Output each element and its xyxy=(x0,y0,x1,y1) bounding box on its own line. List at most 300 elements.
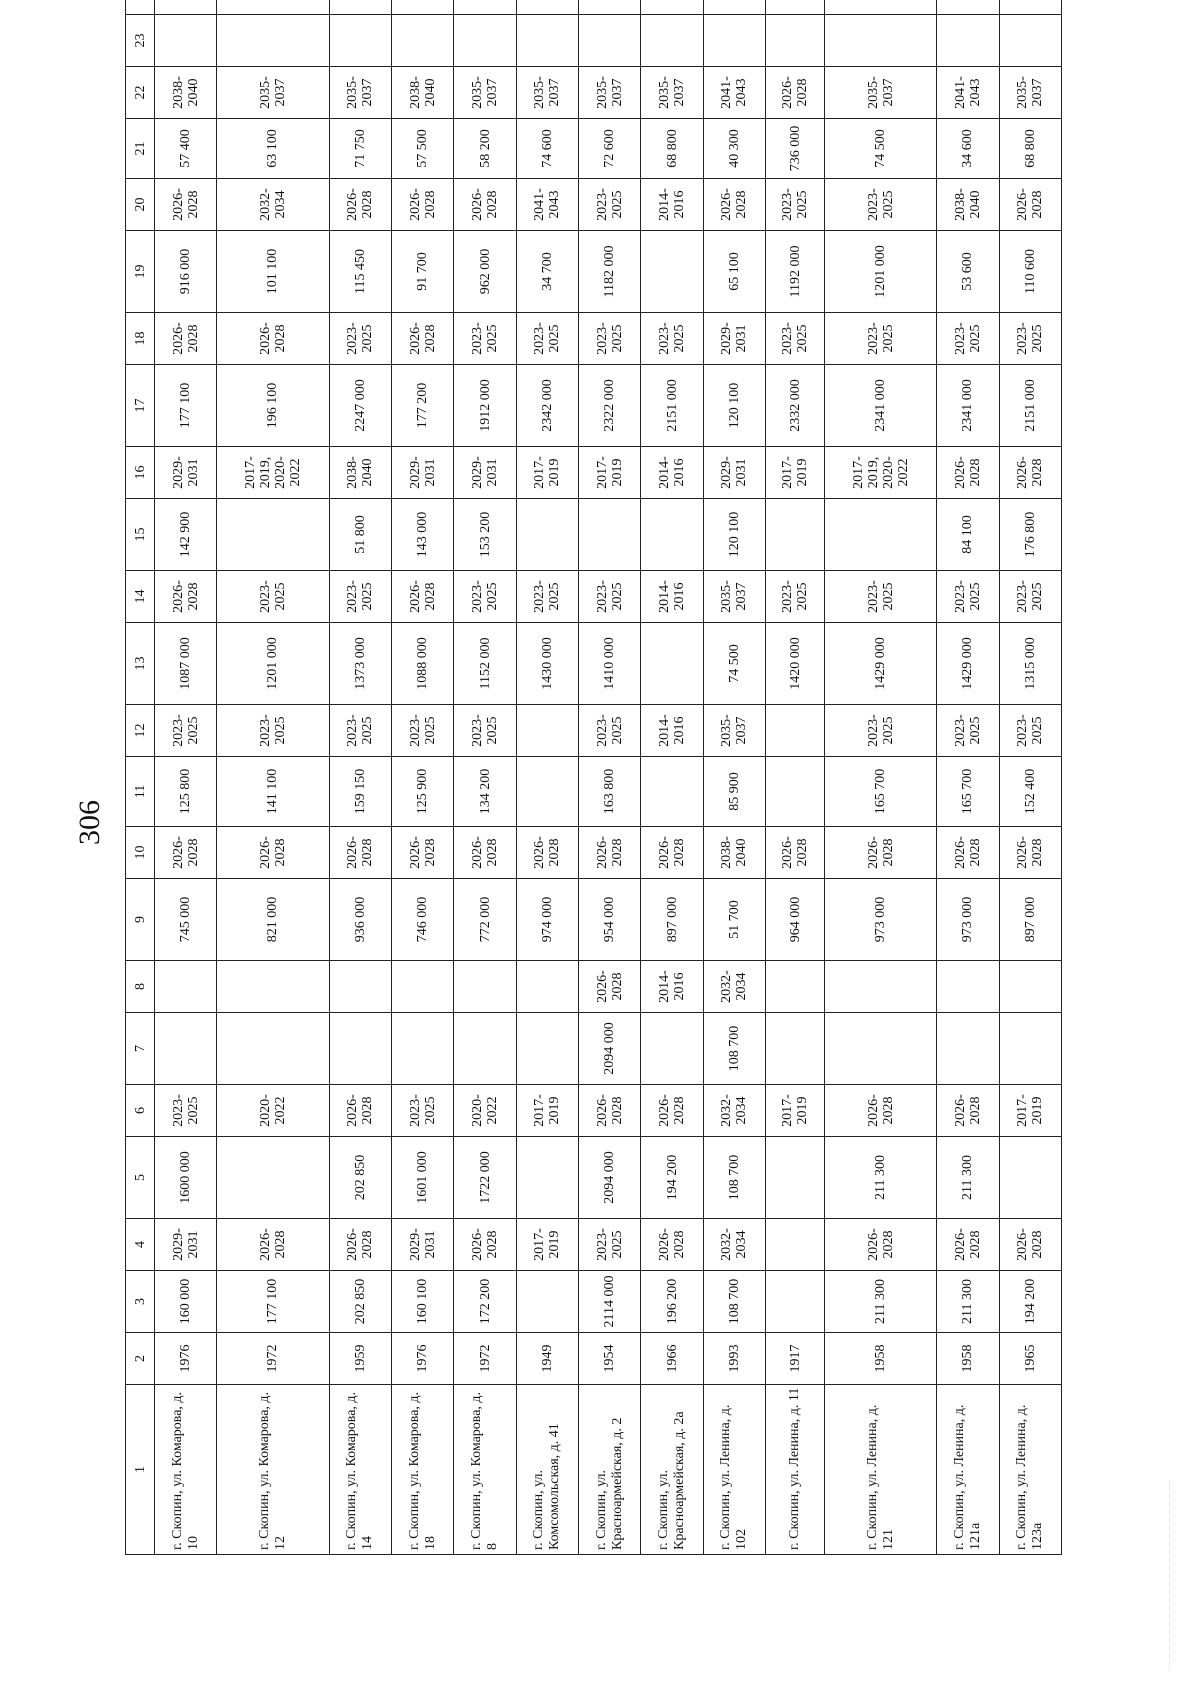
column-header: 4 xyxy=(126,1219,155,1271)
table-cell xyxy=(703,0,765,15)
table-cell xyxy=(217,1013,329,1085)
table-cell: 74 600 xyxy=(516,119,578,179)
table-row xyxy=(766,0,825,1555)
table-cell: 57 500 xyxy=(391,119,453,179)
table-cell: 2023-2025 xyxy=(824,313,936,365)
table-cell: 68 800 xyxy=(641,119,703,179)
table-cell: 2094 000 xyxy=(579,1013,641,1085)
table-cell: 1601 000 xyxy=(391,1137,453,1219)
data-table xyxy=(125,0,1062,1555)
table-cell: 68 800 xyxy=(999,119,1061,179)
address-cell: г. Скопин, ул. Комарова, д. 14 xyxy=(329,1385,391,1555)
table-cell: 2026-2028 xyxy=(999,447,1061,499)
table-row xyxy=(824,0,936,1555)
table-cell: 2026-2028 xyxy=(824,827,936,879)
column-header: 22 xyxy=(126,67,155,119)
column-header xyxy=(126,0,155,15)
table-cell: 2026-2028 xyxy=(703,179,765,231)
column-header: 23 xyxy=(126,15,155,67)
table-cell: 2026-2028 xyxy=(391,571,453,623)
table-cell: 2026-2028 xyxy=(217,827,329,879)
table-cell: 974 000 xyxy=(516,879,578,961)
table-cell xyxy=(999,1013,1061,1085)
table-cell: 2114 000 xyxy=(579,1271,641,1333)
table-row xyxy=(579,0,641,1555)
table-cell: 91 700 xyxy=(391,231,453,313)
table-cell: 1315 000 xyxy=(999,623,1061,705)
table-cell: 2026-2028 xyxy=(329,1085,391,1137)
table-cell: 2247 000 xyxy=(329,365,391,447)
table-cell xyxy=(391,15,453,67)
table-cell xyxy=(703,15,765,67)
table-cell xyxy=(937,0,999,15)
table-cell: 1420 000 xyxy=(766,623,825,705)
column-header: 2 xyxy=(126,1333,155,1385)
table-cell: 1965 xyxy=(999,1333,1061,1385)
table-cell: 1958 xyxy=(937,1333,999,1385)
table-cell: 196 200 xyxy=(641,1271,703,1333)
table-cell: 2026-2028 xyxy=(641,1085,703,1137)
table-cell: 2041-2043 xyxy=(937,67,999,119)
table-cell: 202 850 xyxy=(329,1271,391,1333)
table-cell xyxy=(516,757,578,827)
address-cell: г. Скопин, ул. Комарова, д. 10 xyxy=(155,1385,217,1555)
column-header: 19 xyxy=(126,231,155,313)
table-cell: 1958 xyxy=(824,1333,936,1385)
table-cell: 74 500 xyxy=(824,119,936,179)
table-cell: 897 000 xyxy=(641,879,703,961)
table-cell xyxy=(217,1137,329,1219)
table-cell xyxy=(579,0,641,15)
table-cell: 65 100 xyxy=(703,231,765,313)
table-cell: 897 000 xyxy=(999,879,1061,961)
table-cell: 1600 000 xyxy=(155,1137,217,1219)
table-cell xyxy=(329,961,391,1013)
table-cell: 2026-2028 xyxy=(824,1085,936,1137)
table-cell: 40 300 xyxy=(703,119,765,179)
column-header: 6 xyxy=(126,1085,155,1137)
table-cell: 2038-2040 xyxy=(391,67,453,119)
column-header: 12 xyxy=(126,705,155,757)
table-cell: 1972 xyxy=(454,1333,516,1385)
table-cell: 2035-2037 xyxy=(824,67,936,119)
address-cell: г. Скопин, ул. Комарова, д. 12 xyxy=(217,1385,329,1555)
table-cell xyxy=(579,499,641,571)
table-cell: 1722 000 xyxy=(454,1137,516,1219)
table-cell xyxy=(579,15,641,67)
address-cell: г. Скопин, ул. Комарова, д. 8 xyxy=(454,1385,516,1555)
table-cell: 2026-2028 xyxy=(937,1085,999,1137)
table-cell: 2023-2025 xyxy=(641,313,703,365)
table-cell xyxy=(454,961,516,1013)
table-row xyxy=(391,0,453,1555)
address-cell: г. Скопин, ул. Красноармейская, д. 2а xyxy=(641,1385,703,1555)
table-cell: 2342 000 xyxy=(516,365,578,447)
table-cell xyxy=(641,499,703,571)
table-cell: 2014-2016 xyxy=(641,961,703,1013)
table-cell xyxy=(999,961,1061,1013)
table-cell xyxy=(766,1271,825,1333)
table-cell: 746 000 xyxy=(391,879,453,961)
table-cell: 108 700 xyxy=(703,1271,765,1333)
table-cell: 1430 000 xyxy=(516,623,578,705)
table-cell: 2026-2028 xyxy=(999,179,1061,231)
table-cell: 916 000 xyxy=(155,231,217,313)
table-cell: 2026-2028 xyxy=(454,1219,516,1271)
table-cell: 2038-2040 xyxy=(155,67,217,119)
table-cell: 2026-2028 xyxy=(329,179,391,231)
table-row xyxy=(516,0,578,1555)
table-row xyxy=(217,0,329,1555)
table-cell xyxy=(516,499,578,571)
table-cell: 165 700 xyxy=(937,757,999,827)
table-cell: 2026-2028 xyxy=(579,827,641,879)
table-cell: 1954 xyxy=(579,1333,641,1385)
address-cell: г. Скопин, ул. Комарова, д. 18 xyxy=(391,1385,453,1555)
column-header: 14 xyxy=(126,571,155,623)
table-cell xyxy=(155,15,217,67)
page-number: 306 xyxy=(73,800,106,845)
column-header: 13 xyxy=(126,623,155,705)
table-cell: 2026-2028 xyxy=(391,179,453,231)
table-cell: 2026-2028 xyxy=(329,1219,391,1271)
table-cell xyxy=(391,1013,453,1085)
table-cell: 2341 000 xyxy=(937,365,999,447)
table-cell xyxy=(766,1219,825,1271)
table-cell: 177 100 xyxy=(155,365,217,447)
table-cell: 2017-2019 xyxy=(579,447,641,499)
table-cell: 211 300 xyxy=(937,1271,999,1333)
table-cell xyxy=(454,0,516,15)
column-header: 21 xyxy=(126,119,155,179)
table-cell: 1976 xyxy=(155,1333,217,1385)
column-header: 18 xyxy=(126,313,155,365)
table-cell: 2026-2028 xyxy=(766,827,825,879)
table-cell: 152 400 xyxy=(999,757,1061,827)
rotated-table-container xyxy=(125,33,1062,1555)
table-cell: 58 200 xyxy=(454,119,516,179)
table-cell: 2026-2028 xyxy=(937,447,999,499)
table-cell xyxy=(937,961,999,1013)
table-cell: 2023-2025 xyxy=(579,571,641,623)
table-row xyxy=(999,0,1061,1555)
table-cell: 2023-2025 xyxy=(155,705,217,757)
table-cell: 2341 000 xyxy=(824,365,936,447)
table-cell: 2026-2028 xyxy=(999,1219,1061,1271)
column-header: 15 xyxy=(126,499,155,571)
table-cell xyxy=(824,1013,936,1085)
table-cell: 108 700 xyxy=(703,1137,765,1219)
table-cell: 2023-2025 xyxy=(329,705,391,757)
table-cell: 2041-2043 xyxy=(703,67,765,119)
column-header: 5 xyxy=(126,1137,155,1219)
table-cell xyxy=(516,1137,578,1219)
table-cell: 110 600 xyxy=(999,231,1061,313)
table-cell: 1182 000 xyxy=(579,231,641,313)
table-cell: 2026-2028 xyxy=(937,1219,999,1271)
table-cell: 165 700 xyxy=(824,757,936,827)
table-cell: 2023-2025 xyxy=(454,313,516,365)
table-row xyxy=(641,0,703,1555)
table-cell xyxy=(937,15,999,67)
table-cell: 954 000 xyxy=(579,879,641,961)
table-cell: 2023-2025 xyxy=(937,313,999,365)
table-cell xyxy=(999,15,1061,67)
table-body xyxy=(155,0,1062,1555)
table-cell: 2032-2034 xyxy=(703,961,765,1013)
table-cell: 72 600 xyxy=(579,119,641,179)
table-cell: 2026-2028 xyxy=(155,827,217,879)
table-cell: 2026-2028 xyxy=(454,179,516,231)
table-cell: 1410 000 xyxy=(579,623,641,705)
table-cell: 2017-2019, 2020-2022 xyxy=(217,447,329,499)
table-cell xyxy=(516,961,578,1013)
table-cell: 1917 xyxy=(766,1333,825,1385)
table-cell: 2026-2028 xyxy=(217,313,329,365)
table-cell: 772 000 xyxy=(454,879,516,961)
table-cell xyxy=(155,961,217,1013)
table-cell: 964 000 xyxy=(766,879,825,961)
table-cell: 2026-2028 xyxy=(329,827,391,879)
table-cell: 125 900 xyxy=(391,757,453,827)
table-cell xyxy=(217,15,329,67)
column-header: 8 xyxy=(126,961,155,1013)
table-cell: 2026-2028 xyxy=(516,827,578,879)
table-cell: 108 700 xyxy=(703,1013,765,1085)
table-cell: 2026-2028 xyxy=(391,313,453,365)
address-cell: г. Скопин, ул. Ленина, д. 11 xyxy=(766,1385,825,1555)
table-cell: 2020-2022 xyxy=(217,1085,329,1137)
table-cell xyxy=(766,1013,825,1085)
table-cell: 2038-2040 xyxy=(703,827,765,879)
table-cell: 194 200 xyxy=(641,1137,703,1219)
table-cell: 2023-2025 xyxy=(937,705,999,757)
table-cell: 745 000 xyxy=(155,879,217,961)
table-cell xyxy=(391,961,453,1013)
table-cell: 1976 xyxy=(391,1333,453,1385)
table-cell: 159 150 xyxy=(329,757,391,827)
table-cell: 2026-2028 xyxy=(824,1219,936,1271)
address-cell: г. Скопин, ул. Комсомольская, д. 41 xyxy=(516,1385,578,1555)
table-cell: 2026-2028 xyxy=(999,827,1061,879)
table-row xyxy=(454,0,516,1555)
table-cell: 1912 000 xyxy=(454,365,516,447)
address-cell: г. Скопин, ул. Красноармейская, д. 2 xyxy=(579,1385,641,1555)
table-cell: 2014-2016 xyxy=(641,447,703,499)
table-cell: 2035-2037 xyxy=(217,67,329,119)
table-cell: 163 800 xyxy=(579,757,641,827)
table-cell xyxy=(329,1013,391,1085)
table-cell: 51 800 xyxy=(329,499,391,571)
table-cell: 2023-2025 xyxy=(579,1219,641,1271)
table-cell xyxy=(766,961,825,1013)
table-cell: 211 300 xyxy=(824,1137,936,1219)
table-cell: 85 900 xyxy=(703,757,765,827)
table-cell xyxy=(516,1013,578,1085)
table-cell xyxy=(824,15,936,67)
table-cell: 2026-2028 xyxy=(766,67,825,119)
table-cell: 2035-2037 xyxy=(329,67,391,119)
table-cell xyxy=(999,0,1061,15)
table-cell xyxy=(516,15,578,67)
table-cell: 160 000 xyxy=(155,1271,217,1333)
address-cell: г. Скопин, ул. Ленина, д. 123а xyxy=(999,1385,1061,1555)
table-cell: 973 000 xyxy=(824,879,936,961)
table-cell: 34 700 xyxy=(516,231,578,313)
table-cell: 2035-2037 xyxy=(999,67,1061,119)
table-cell: 120 100 xyxy=(703,365,765,447)
table-cell: 2035-2037 xyxy=(641,67,703,119)
table-cell: 2029-2031 xyxy=(391,1219,453,1271)
table-cell: 2023-2025 xyxy=(937,571,999,623)
table-row xyxy=(329,0,391,1555)
column-header: 9 xyxy=(126,879,155,961)
table-cell: 1429 000 xyxy=(824,623,936,705)
table-cell xyxy=(391,0,453,15)
table-cell: 2023-2025 xyxy=(766,571,825,623)
table-cell: 2023-2025 xyxy=(329,313,391,365)
table-cell: 1201 000 xyxy=(217,623,329,705)
table-cell: 153 200 xyxy=(454,499,516,571)
column-header: 11 xyxy=(126,757,155,827)
table-cell xyxy=(217,0,329,15)
table-cell: 194 200 xyxy=(999,1271,1061,1333)
table-cell: 2038-2040 xyxy=(329,447,391,499)
scan-edge-mark xyxy=(1169,1480,1178,1670)
table-cell: 2026-2028 xyxy=(937,827,999,879)
table-cell: 2026-2028 xyxy=(641,1219,703,1271)
table-cell: 2023-2025 xyxy=(155,1085,217,1137)
table-cell: 2041-2043 xyxy=(516,179,578,231)
table-cell: 120 100 xyxy=(703,499,765,571)
table-cell: 1088 000 xyxy=(391,623,453,705)
column-header: 17 xyxy=(126,365,155,447)
table-cell xyxy=(516,705,578,757)
table-cell: 2023-2025 xyxy=(824,571,936,623)
column-header: 10 xyxy=(126,827,155,879)
table-cell xyxy=(155,1013,217,1085)
table-cell: 2023-2025 xyxy=(516,571,578,623)
table-cell: 2029-2031 xyxy=(155,1219,217,1271)
table-cell xyxy=(641,231,703,313)
table-cell: 2023-2025 xyxy=(454,571,516,623)
table-cell: 1192 000 xyxy=(766,231,825,313)
table-cell xyxy=(217,499,329,571)
table-cell: 160 100 xyxy=(391,1271,453,1333)
table-cell: 34 600 xyxy=(937,119,999,179)
table-cell xyxy=(641,0,703,15)
table-cell: 2023-2025 xyxy=(999,705,1061,757)
table-cell: 2035-2037 xyxy=(516,67,578,119)
table-cell xyxy=(454,1013,516,1085)
table-cell: 1087 000 xyxy=(155,623,217,705)
table-cell: 101 100 xyxy=(217,231,329,313)
table-cell: 2023-2025 xyxy=(579,313,641,365)
table-cell: 2014-2016 xyxy=(641,571,703,623)
table-cell xyxy=(641,623,703,705)
table-cell: 115 450 xyxy=(329,231,391,313)
address-cell: г. Скопин, ул. Ленина, д. 121а xyxy=(937,1385,999,1555)
table-cell: 1966 xyxy=(641,1333,703,1385)
table-cell: 177 200 xyxy=(391,365,453,447)
table-cell: 2029-2031 xyxy=(454,447,516,499)
table-cell xyxy=(824,499,936,571)
table-cell: 74 500 xyxy=(703,623,765,705)
table-cell: 2151 000 xyxy=(641,365,703,447)
table-cell xyxy=(766,757,825,827)
table-cell: 2023-2025 xyxy=(999,313,1061,365)
table-cell: 2023-2025 xyxy=(217,571,329,623)
table-cell: 2151 000 xyxy=(999,365,1061,447)
table-cell: 2026-2028 xyxy=(579,1085,641,1137)
table-cell: 2023-2025 xyxy=(217,705,329,757)
table-cell: 71 750 xyxy=(329,119,391,179)
table-cell xyxy=(641,1013,703,1085)
table-cell: 2032-2034 xyxy=(703,1219,765,1271)
table-cell: 125 800 xyxy=(155,757,217,827)
table-cell: 2026-2028 xyxy=(641,827,703,879)
table-cell: 2023-2025 xyxy=(766,313,825,365)
table-cell xyxy=(766,1137,825,1219)
table-cell: 2029-2031 xyxy=(391,447,453,499)
column-header: 1 xyxy=(126,1385,155,1555)
table-cell xyxy=(824,0,936,15)
column-header: 3 xyxy=(126,1271,155,1333)
table-cell: 2026-2028 xyxy=(391,827,453,879)
table-cell: 1201 000 xyxy=(824,231,936,313)
table-cell: 1152 000 xyxy=(454,623,516,705)
table-cell: 63 100 xyxy=(217,119,329,179)
table-cell xyxy=(937,1013,999,1085)
table-cell: 2017-2019 xyxy=(516,447,578,499)
table-cell: 2026-2028 xyxy=(155,179,217,231)
address-cell: г. Скопин, ул. Ленина, д. 102 xyxy=(703,1385,765,1555)
table-cell: 2023-2025 xyxy=(824,705,936,757)
table-cell: 53 600 xyxy=(937,231,999,313)
table-cell xyxy=(766,0,825,15)
table-row xyxy=(937,0,999,1555)
table-cell: 2014-2016 xyxy=(641,179,703,231)
table-cell: 1972 xyxy=(217,1333,329,1385)
table-cell: 821 000 xyxy=(217,879,329,961)
column-header: 7 xyxy=(126,1013,155,1085)
table-cell xyxy=(329,0,391,15)
table-cell xyxy=(217,961,329,1013)
table-cell: 936 000 xyxy=(329,879,391,961)
table-cell: 2038-2040 xyxy=(937,179,999,231)
table-cell: 736 000 xyxy=(766,119,825,179)
table-cell: 2032-2034 xyxy=(217,179,329,231)
table-cell: 2023-2025 xyxy=(516,313,578,365)
table-cell: 177 100 xyxy=(217,1271,329,1333)
table-cell: 51 700 xyxy=(703,879,765,961)
table-cell: 141 100 xyxy=(217,757,329,827)
table-cell: 2023-2025 xyxy=(329,571,391,623)
table-cell: 2020-2022 xyxy=(454,1085,516,1137)
table-cell: 2026-2028 xyxy=(454,827,516,879)
table-cell: 2023-2025 xyxy=(999,571,1061,623)
table-cell: 962 000 xyxy=(454,231,516,313)
table-cell: 211 300 xyxy=(937,1137,999,1219)
table-cell: 2035-2037 xyxy=(579,67,641,119)
table-cell: 57 400 xyxy=(155,119,217,179)
table-cell: 2023-2025 xyxy=(579,705,641,757)
table-cell: 2332 000 xyxy=(766,365,825,447)
table-cell xyxy=(766,705,825,757)
column-header: 20 xyxy=(126,179,155,231)
table-cell: 1959 xyxy=(329,1333,391,1385)
table-cell xyxy=(641,757,703,827)
